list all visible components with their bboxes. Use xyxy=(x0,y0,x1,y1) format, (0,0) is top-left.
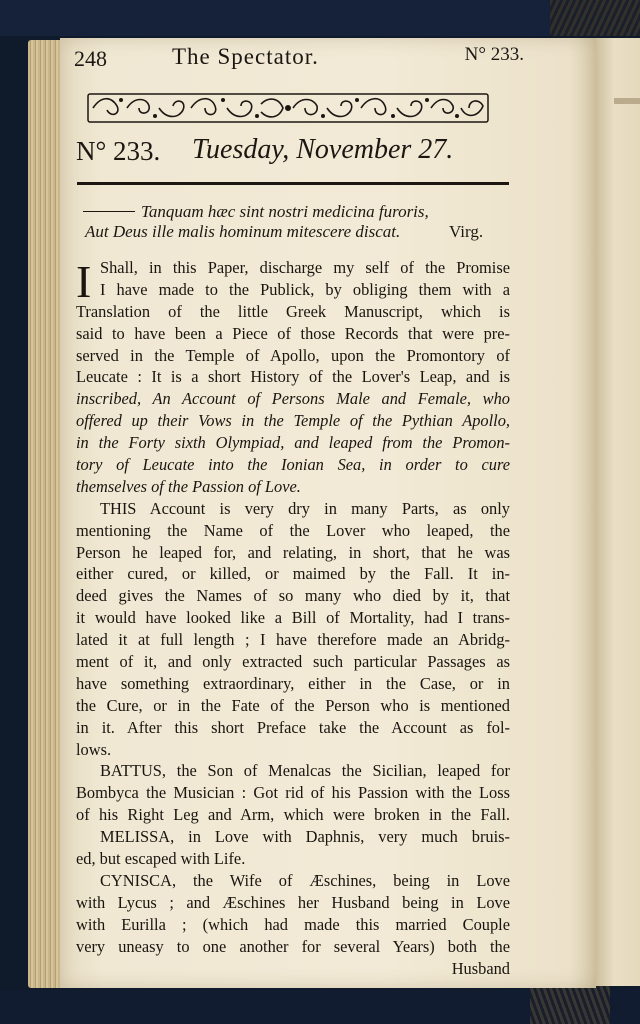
running-number: N° 233. xyxy=(464,44,524,65)
catchword: Husband xyxy=(451,958,510,978)
text-line: I have made to the Publick, by obliging them with a xyxy=(100,279,510,299)
ornament-banner xyxy=(87,92,489,124)
text-line: it would have looked like a Bill of Mortality, had I trans- xyxy=(76,608,510,628)
text-line: CYNISCA, the Wife of Æschines, being in Love xyxy=(100,870,510,890)
text-line: with Lycus ; and Æschines her Husband being in Love xyxy=(76,892,510,912)
text-line: MELISSA, in Love with Daphnis, very much bruis- xyxy=(100,827,510,847)
facing-page-edge xyxy=(594,38,640,986)
text-line: ed, but escaped with Life. xyxy=(76,849,246,869)
text-line: THIS Account is very dry in many Parts, as only xyxy=(100,498,510,518)
text-line: Person he leaped for, and relating, in short, that he was xyxy=(76,542,510,562)
text-line: mentioning the Name of the Lover who leaped, the xyxy=(76,520,510,540)
issue-heading xyxy=(74,134,514,174)
fabric-fringe-top xyxy=(550,0,640,36)
text-line: with Eurilla ; (which had made this married Couple xyxy=(76,914,510,934)
issue-date: Tuesday, November 27. xyxy=(192,134,454,165)
text-line: Shall, in this Paper, discharge my self of the Promise xyxy=(100,258,510,277)
running-title: The Spectator. xyxy=(172,44,319,69)
text-line: inscribed, An Account of Persons Male and Female, who xyxy=(76,389,510,409)
text-line: lated it at full length ; I have therefore made an Abridg- xyxy=(76,630,510,650)
motto-line-1: Tanquam hæc sint nostri medicina furoris, xyxy=(141,202,429,221)
heading-rule xyxy=(77,182,509,185)
text-line: Leucate : It is a short History of the Lover's Leap, and is xyxy=(76,367,510,387)
running-head xyxy=(74,40,524,74)
text-line: the Cure, or in the Fate of the Person who is mentioned xyxy=(76,695,510,715)
text-line: themselves of the Passion of Love. xyxy=(76,476,301,496)
page-number: 248 xyxy=(74,46,107,71)
text-line: BATTUS, the Son of Menalcas the Sicilian, leaped for xyxy=(100,761,510,781)
motto-author: Virg. xyxy=(449,222,484,241)
article-body xyxy=(76,257,510,979)
text-line: served in the Temple of Apollo, upon the Promontory of xyxy=(76,345,510,365)
text-line: either cured, or killed, or maimed by the Fall. It in- xyxy=(76,564,510,584)
text-line: offered up their Vows in the Temple of the Pythian Apollo, xyxy=(76,411,510,431)
drop-cap: I xyxy=(76,256,92,307)
text-line: tory of Leucate into the Ionian Sea, in order to cure xyxy=(76,455,510,475)
fabric-fringe-bottom xyxy=(530,985,610,1024)
motto-dash xyxy=(83,211,135,212)
text-line: deed gives the Names of so many who died by it, that xyxy=(76,586,510,606)
text-line: Bombyca the Musician : Got rid of his Passion with the Loss xyxy=(76,783,510,803)
issue-number: N° 233. xyxy=(76,136,161,166)
text-line: very uneasy to one another for several Years) both the xyxy=(76,936,510,956)
text-line: of his Right Leg and Arm, which were broken in the Fall. xyxy=(76,805,510,825)
text-line: have something extraordinary, either in the Case, or in xyxy=(76,673,510,693)
text-line: lows. xyxy=(76,739,112,759)
background-top xyxy=(0,0,640,36)
text-line: ment of it, and only extracted such particular Passages as xyxy=(76,652,510,672)
text-line: in it. After this short Preface take the Account as fol- xyxy=(76,717,510,737)
text-line: in the Forty sixth Olympiad, and leaped from the Promon- xyxy=(76,433,510,453)
motto-line-2: Aut Deus ille malis hominum mitescere discat. xyxy=(85,222,401,241)
text-line: said to have been a Piece of those Records that were pre- xyxy=(76,323,510,343)
text-line: Translation of the little Greek Manuscript, which is xyxy=(76,301,510,321)
facing-page-mark xyxy=(614,98,640,104)
